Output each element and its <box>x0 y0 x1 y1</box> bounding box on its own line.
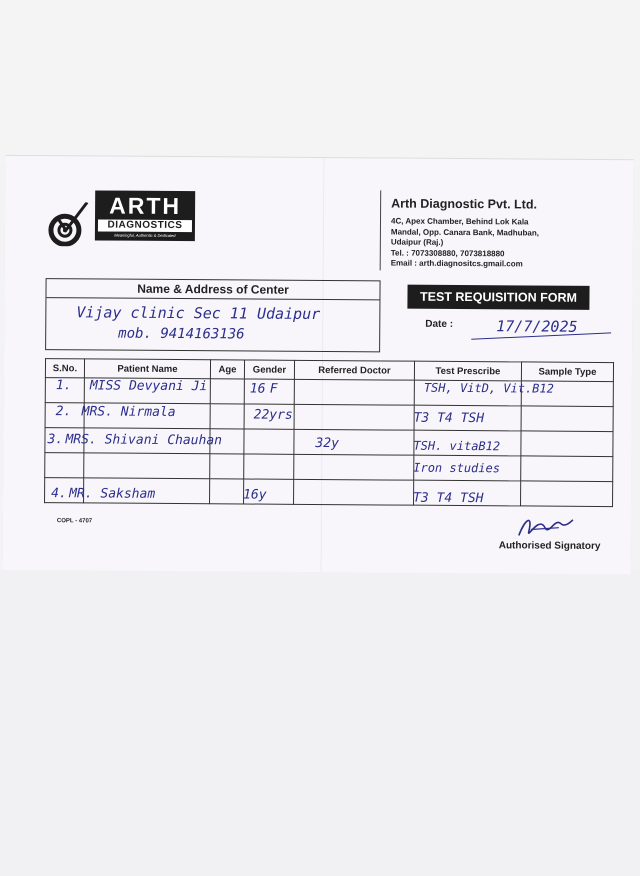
row-age: 32y <box>315 435 339 452</box>
row-tests: T3 T4 TSH <box>413 410 485 427</box>
date-label: Date : <box>425 318 454 330</box>
center-address-box <box>45 278 380 352</box>
authorised-signatory-label: Authorised Signatory <box>498 540 601 552</box>
row-tests: T3 T4 TSH <box>413 490 484 507</box>
company-address-line: 4C, Apex Chamber, Behind Lok Kala <box>390 216 529 227</box>
company-name: Arth Diagnostic Pvt. Ltd. <box>391 196 538 212</box>
header-divider <box>380 190 382 270</box>
company-address-line: Udaipur (Raj.) <box>390 237 444 247</box>
form-title: TEST REQUISITION FORM <box>407 285 589 310</box>
col-header: Gender <box>244 360 294 379</box>
row-sno: 1. <box>55 378 72 394</box>
background-bottom <box>0 570 640 876</box>
col-header: S.No. <box>45 359 84 378</box>
center-phone-handwritten: mob. 9414163136 <box>118 325 245 343</box>
row-tests: TSH. vitaB12 Iron studies <box>413 438 501 476</box>
logo-brand: ARTH <box>109 192 182 220</box>
company-phone: Tel. : 7073308880, 7073818880 <box>390 248 505 258</box>
center-heading: Name & Address of Center <box>46 279 379 300</box>
row-patient-name: MISS Devyani Ji <box>89 378 208 395</box>
form-code: COPL - 4707 <box>56 518 93 525</box>
row-gender: F <box>269 381 278 397</box>
company-info <box>391 197 622 271</box>
logo-wordmark <box>95 190 195 241</box>
company-address-line: Mandal, Opp. Canara Bank, Madhuban, <box>390 227 539 238</box>
row-patient-name: MRS. Shivani Chauhan <box>65 432 223 449</box>
row-age: 22yrs <box>253 407 293 423</box>
company-logo <box>45 188 195 249</box>
col-header: Patient Name <box>84 359 210 379</box>
col-header: Referred Doctor <box>294 360 414 380</box>
row-sno: 4. <box>51 486 67 502</box>
row-age: 16y <box>243 487 267 503</box>
logo-sub: DIAGNOSTICS <box>98 219 192 232</box>
company-email: Email : arth.diagnositcs.gmail.com <box>390 258 523 269</box>
target-check-icon <box>45 202 89 246</box>
requisition-form <box>3 156 634 574</box>
row-patient-name: MR. Saksham <box>69 486 156 502</box>
date-value: 17/7/2025 <box>496 317 578 336</box>
background-top <box>0 0 640 165</box>
col-header: Sample Type <box>521 362 613 382</box>
row-patient-name: MRS. Nirmala <box>81 404 176 421</box>
center-name-handwritten: Vijay clinic Sec 11 Udaipur <box>76 303 321 324</box>
row-sno: 3. <box>47 432 64 448</box>
row-sno: 2. <box>55 404 72 420</box>
col-header: Age <box>210 360 244 379</box>
signature-scribble <box>511 509 575 543</box>
logo-tagline: Meaningful, Authentic & Dedicated <box>114 232 176 239</box>
col-header: Test Prescribe <box>414 361 521 381</box>
row-tests: TSH, VitD, Vit.B12 <box>423 380 554 396</box>
row-age: 16 <box>249 381 266 397</box>
